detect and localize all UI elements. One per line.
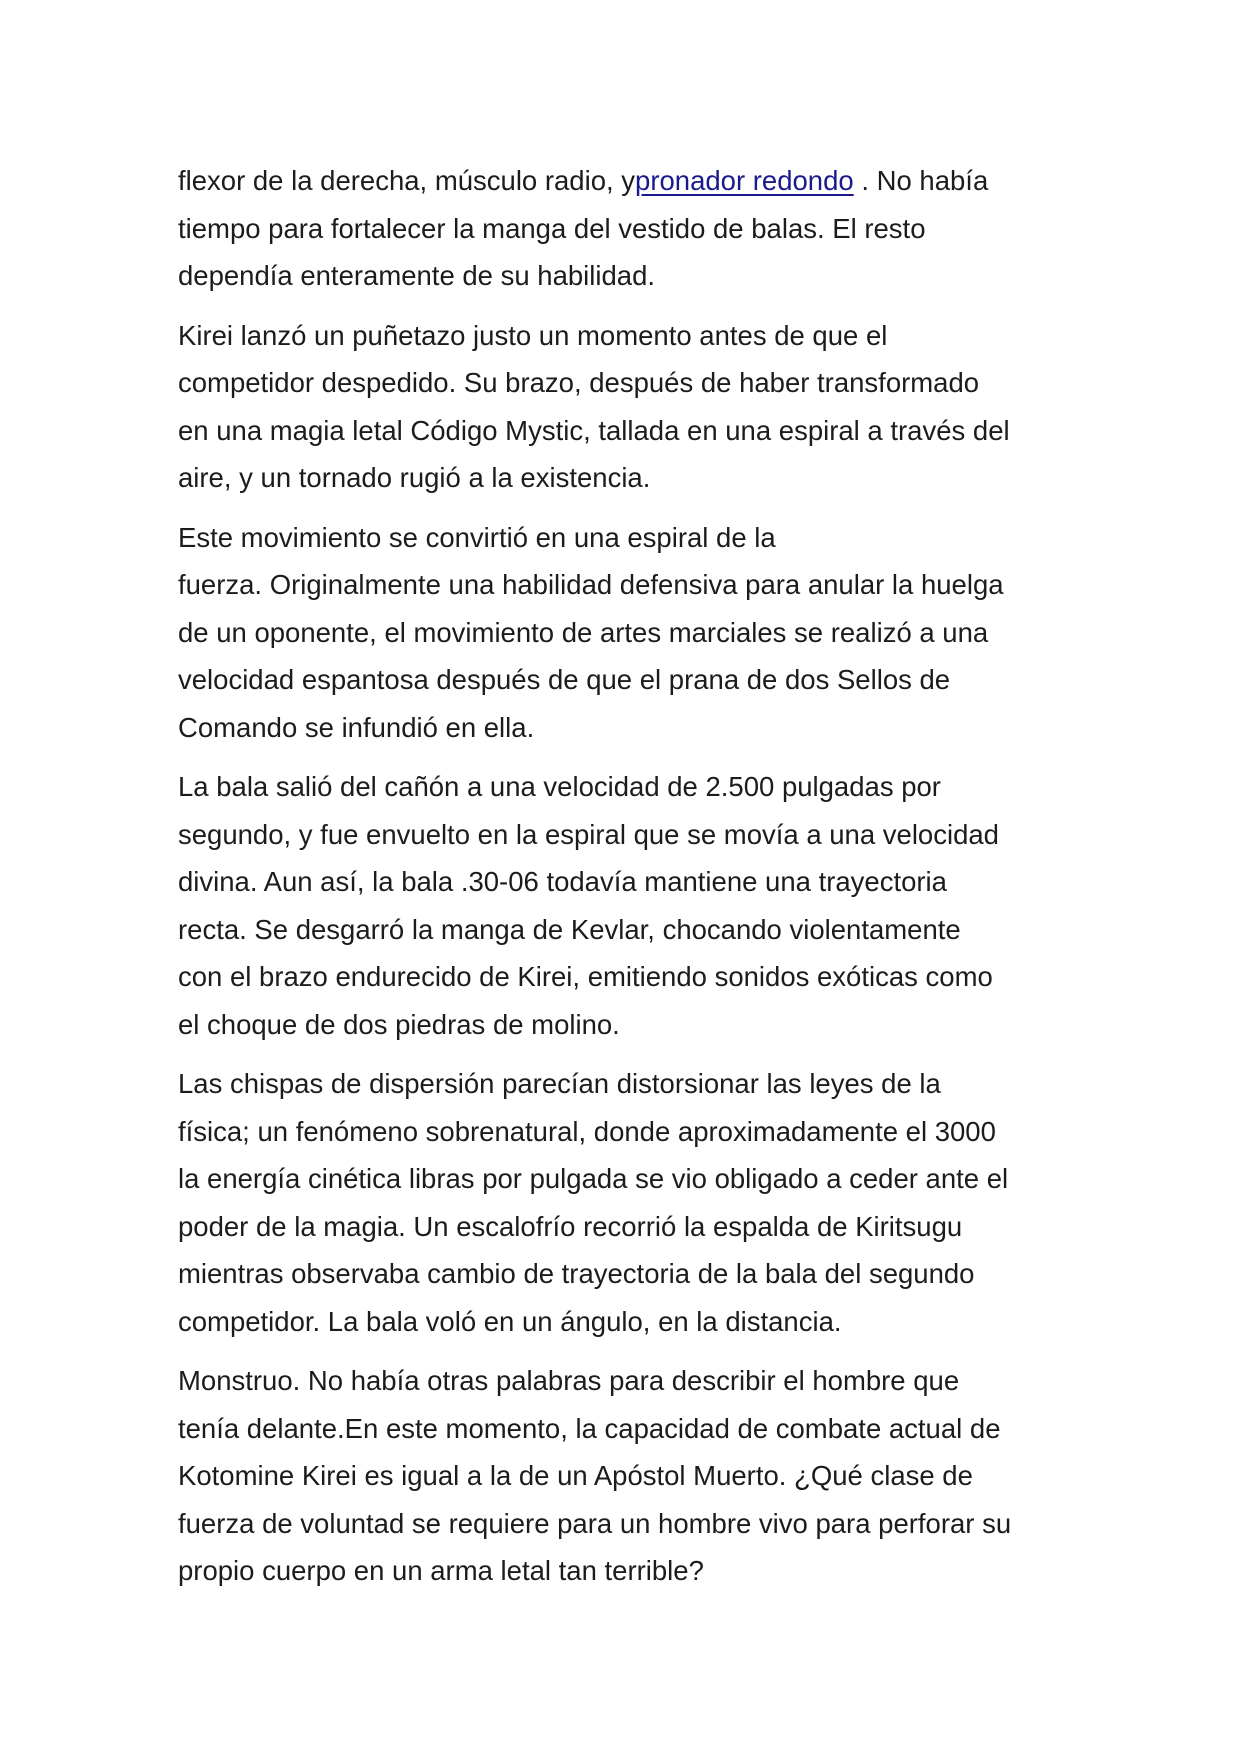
text-line: Las chispas de dispersión parecían distorsionar las leyes de la: [178, 1068, 941, 1099]
text-line: tenía delante.En este momento, la capacidad de combate actual de: [178, 1412, 1001, 1444]
text-line: fuerza. Originalmente una habilidad defensiva para anular la huelga: [178, 569, 1004, 600]
paragraph-4: [178, 763, 1078, 1048]
text-segment: . No había: [853, 165, 989, 196]
text-line: segundo, y fue envuelto en la espiral que se movía a una velocidad: [178, 818, 999, 850]
text-line: Kirei lanzó un puñetazo justo un momento antes de que el: [178, 319, 888, 351]
text-line: Este movimiento se convirtió en una espiral de la: [178, 521, 776, 553]
paragraph-2: [178, 312, 1078, 502]
paragraph-6: [178, 1357, 1078, 1595]
paragraph-1: [178, 157, 1078, 300]
text-line: competidor. La bala voló en un ángulo, en la distancia.: [178, 1305, 842, 1337]
text-segment: flexor de la derecha, músculo radio, y: [178, 165, 636, 196]
text-line: competidor despedido. Su brazo, después de haber transformado: [178, 367, 980, 398]
text-line: divina. Aun así, la bala .30-06 todavía mantiene una trayectoria: [178, 866, 947, 897]
text-line: Kotomine Kirei es igual a la de un Apóstol Muerto. ¿Qué clase de: [178, 1460, 973, 1491]
text-line: de un oponente, el movimiento de artes marciales se realizó a una: [178, 616, 989, 648]
text-line: poder de la magia. Un escalofrío recorrió la espalda de Kiritsugu: [178, 1210, 963, 1242]
text-line: aire, y un tornado rugió a la existencia.: [178, 462, 651, 493]
text-line: física; un fenómeno sobrenatural, donde aproximadamente el 3000: [178, 1115, 996, 1147]
text-line: mientras observaba cambio de trayectoria de la bala del segundo: [178, 1258, 975, 1289]
text-line: el choque de dos piedras de molino.: [178, 1008, 620, 1040]
text-line: velocidad espantosa después de que el prana de dos Sellos de: [178, 664, 951, 695]
paragraph-3: [178, 514, 1078, 752]
pronador-redondo-link[interactable]: pronador redondo: [635, 165, 854, 196]
text-line: recta. Se desgarró la manga de Kevlar, chocando violentamente: [178, 913, 961, 945]
paragraph-5: [178, 1060, 1078, 1345]
text-line: con el brazo endurecido de Kirei, emitiendo sonidos exóticas como: [178, 961, 993, 992]
text-line: dependía enteramente de su habilidad.: [178, 260, 656, 291]
text-line: fuerza de voluntad se requiere para un hombre vivo para perforar su: [178, 1507, 1012, 1539]
document-body: [178, 157, 1078, 1607]
text-line: [178, 157, 1078, 205]
text-line: La bala salió del cañón a una velocidad de 2.500 pulgadas por: [178, 771, 941, 802]
text-line: en una magia letal Código Mystic, tallada en una espiral a través del: [178, 414, 1010, 446]
text-line: Monstruo. No había otras palabras para describir el hombre que: [178, 1365, 960, 1396]
text-line: propio cuerpo en un arma letal tan terrible?: [178, 1555, 704, 1586]
text-line: Comando se infundió en ella.: [178, 711, 535, 743]
text-line: la energía cinética libras por pulgada se vio obligado a ceder ante el: [178, 1163, 1009, 1194]
text-line: tiempo para fortalecer la manga del vestido de balas. El resto: [178, 212, 926, 244]
